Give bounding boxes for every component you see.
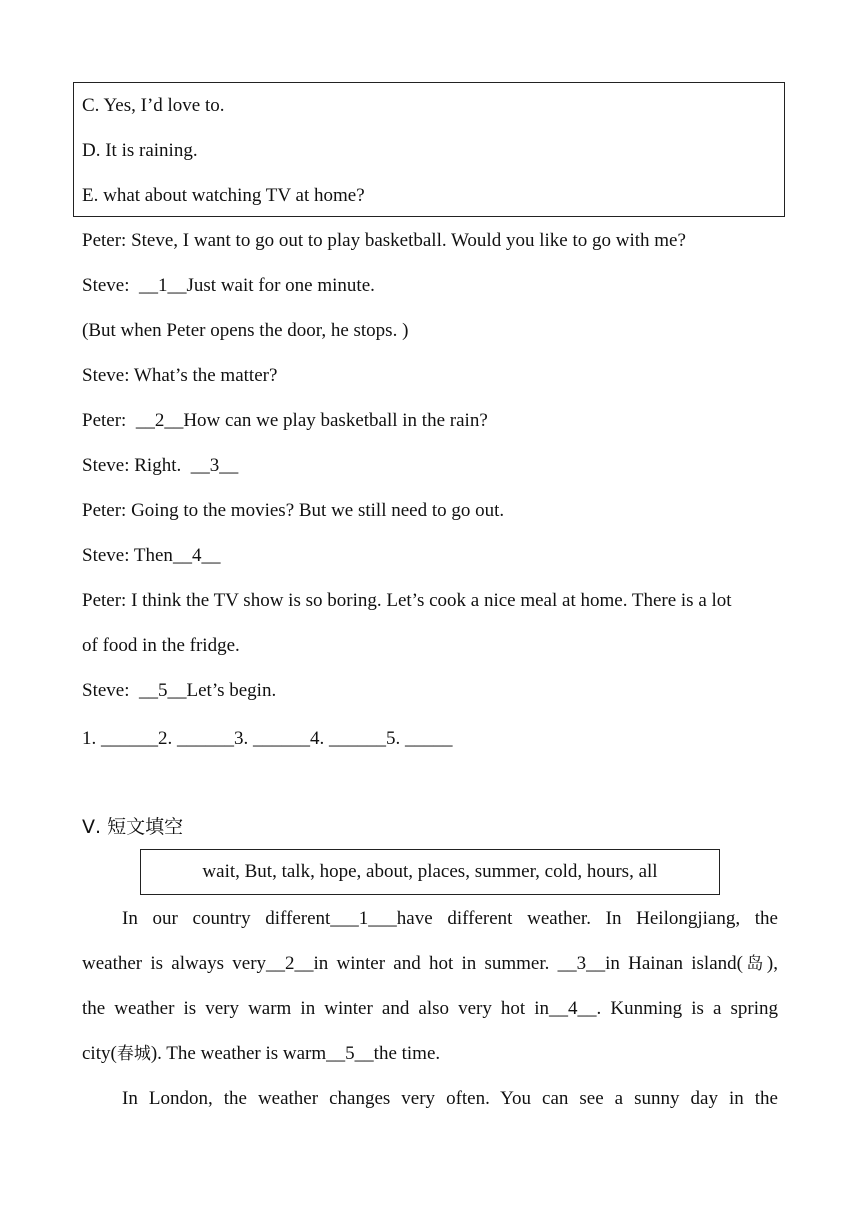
passage-line-3: the weather is very warm in winter and also very hot in__4__. Kunming is a spring [82, 998, 778, 1019]
passage-text: ). The weather is warm__5__the time. [150, 1043, 441, 1064]
dialogue-line-7: Peter: Going to the movies? But we still need to go out. [82, 500, 505, 521]
passage-line-2 [82, 952, 778, 976]
dialogue-text: How can we play basketball in the rain? [183, 410, 488, 431]
option-c: C. Yes, I’d love to. [82, 95, 225, 116]
passage-text: ), [766, 953, 778, 974]
option-e: E. what about watching TV at home? [82, 185, 365, 206]
speaker-text: Steve: [82, 275, 139, 296]
dialogue-line-5 [82, 409, 488, 433]
dialogue-line-1: Peter: Steve, I want to go out to play basketball. Would you like to go with me? [82, 230, 686, 251]
dialogue-text: Just wait for one minute. [186, 275, 375, 296]
dialogue-text: Let’s begin. [186, 680, 277, 701]
speaker-text: Peter: [82, 410, 136, 431]
passage-line-4 [82, 1042, 778, 1066]
dialogue-line-9a: Peter: I think the TV show is so boring. Let’s cook a nice meal at home. There is a lot [82, 590, 732, 611]
blank-1: __1__ [139, 275, 187, 296]
word-bank-box: wait, But, talk, hope, about, places, summer, cold, hours, all [140, 849, 720, 895]
blank-2: __2__ [135, 410, 184, 431]
speaker-text: Steve: [82, 680, 139, 701]
speaker-text: Steve: Then [82, 545, 173, 566]
dialogue-line-8 [82, 544, 220, 568]
passage-cjk-text: 岛 [742, 954, 767, 974]
blank-4: __4__ [172, 545, 221, 566]
dialogue-line-10 [82, 679, 276, 703]
section-title: Ⅴ. 短文填空 [82, 816, 184, 838]
option-d: D. It is raining. [82, 140, 198, 161]
dialogue-line-9b: of food in the fridge. [82, 635, 240, 656]
blank-3: __3__ [190, 455, 239, 476]
dialogue-line-2 [82, 274, 375, 298]
passage-line-1: In our country different___1___have different weather. In Heilongjiang, the [122, 908, 778, 929]
blank-5: __5__ [139, 680, 187, 701]
dialogue-line-3: (But when Peter opens the door, he stops. ) [82, 320, 409, 341]
dialogue-line-4: Steve: What’s the matter? [82, 365, 278, 386]
answer-line: 1. ______2. ______3. ______4. ______5. _____ [82, 728, 453, 749]
speaker-text: Steve: Right. [82, 455, 191, 476]
passage-text: city( [82, 1043, 117, 1064]
passage-line-5: In London, the weather changes very often. You can see a sunny day in the [122, 1088, 778, 1109]
dialogue-line-6 [82, 454, 238, 478]
passage-cjk-text: 春城 [116, 1044, 151, 1064]
passage-text: weather is always very__2__in winter and hot in summer. __3__in Hainan island( [82, 953, 743, 974]
